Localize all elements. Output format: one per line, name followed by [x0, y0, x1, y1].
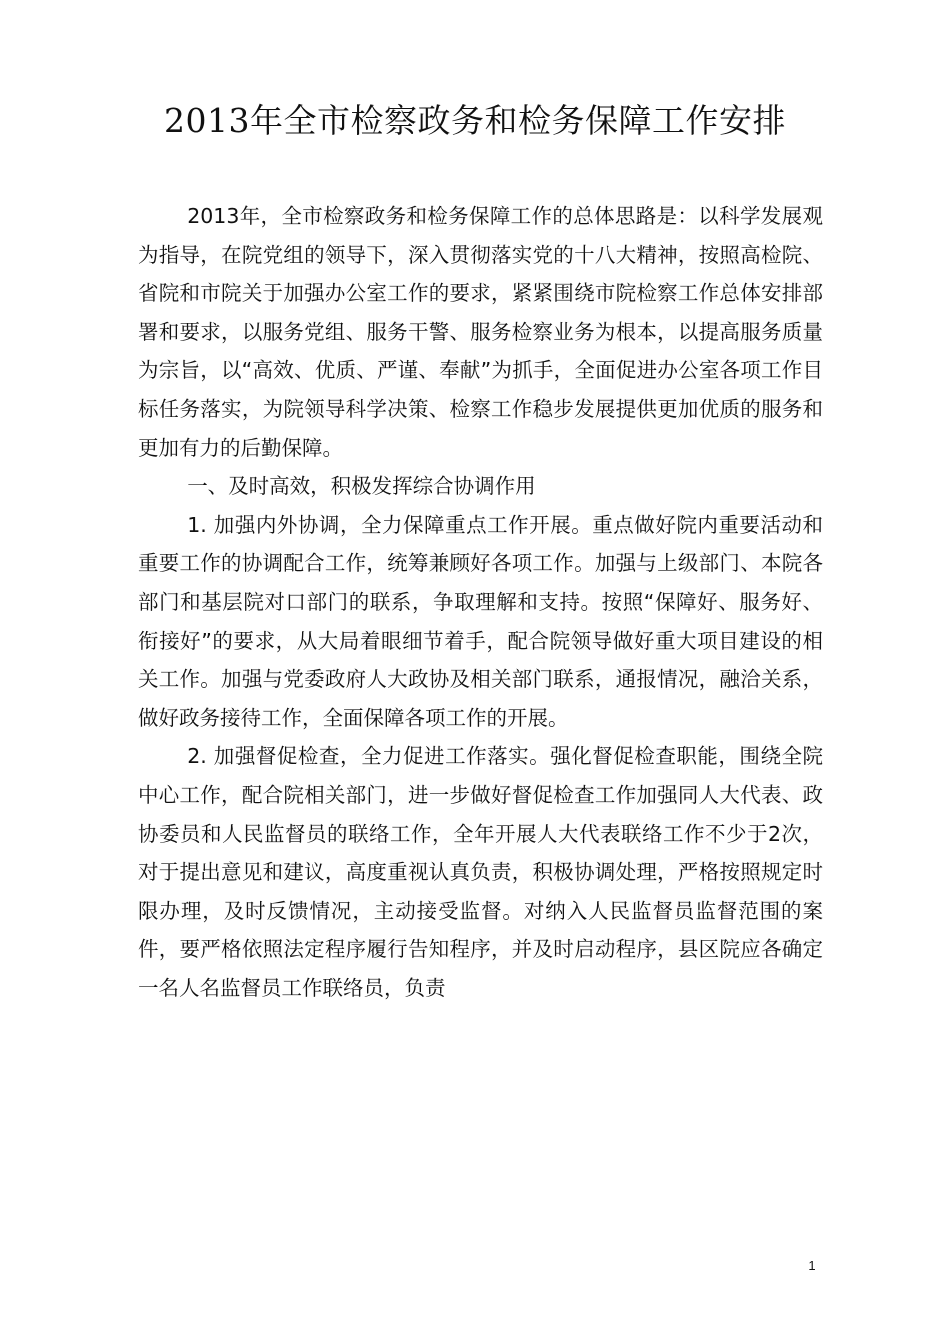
- page-number: 1: [808, 1258, 816, 1273]
- document-body: [138, 197, 823, 1007]
- paragraph-overview: 2013年，全市检察政务和检务保障工作的总体思路是：以科学发展观为指导，在院党组的领导下，深入贯彻落实党的十八大精神，按照高检院、省院和市院关于加强办公室工作的要求，紧紧围绕市院检察工作总体安排部署和要求，以服务党组、服务干警、服务检察业务为根本，以提高服务质量为宗旨，以“高效、优质、严谨、奉献”为抓手，全面促进办公室各项工作目标任务落实，为院领导科学决策、检察工作稳步发展提供更加优质的服务和更加有力的后勤保障。: [138, 204, 823, 460]
- paragraph-item-2: 2. 加强督促检查，全力促进工作落实。强化督促检查职能，围绕全院中心工作，配合院相关部门，进一步做好督促检查工作加强同人大代表、政协委员和人民监督员的联络工作，全年开展人大代表联络工作不少于2次，对于提出意见和建议，高度重视认真负责，积极协调处理，严格按照规定时限办理，及时反馈情况，主动接受监督。对纳入人民监督员监督范围的案件，要严格依照法定程序履行告知程序，并及时启动程序，县区院应各确定一名人名监督员工作联络员，负责: [138, 744, 823, 1000]
- paragraph-item-1: 1. 加强内外协调，全力保障重点工作开展。重点做好院内重要活动和重要工作的协调配合工作，统筹兼顾好各项工作。加强与上级部门、本院各部门和基层院对口部门的联系，争取理解和支持。按照“保障好、服务好、衔接好”的要求，从大局着眼细节着手，配合院领导做好重大项目建设的相关工作。加强与党委政府人大政协及相关部门联系，通报情况，融洽关系，做好政务接待工作，全面保障各项工作的开展。: [138, 512, 823, 730]
- document-title: 2013年全市检察政务和检务保障工作安排: [164, 101, 786, 140]
- section-heading-1: 一、及时高效，积极发挥综合协调作用: [187, 474, 536, 499]
